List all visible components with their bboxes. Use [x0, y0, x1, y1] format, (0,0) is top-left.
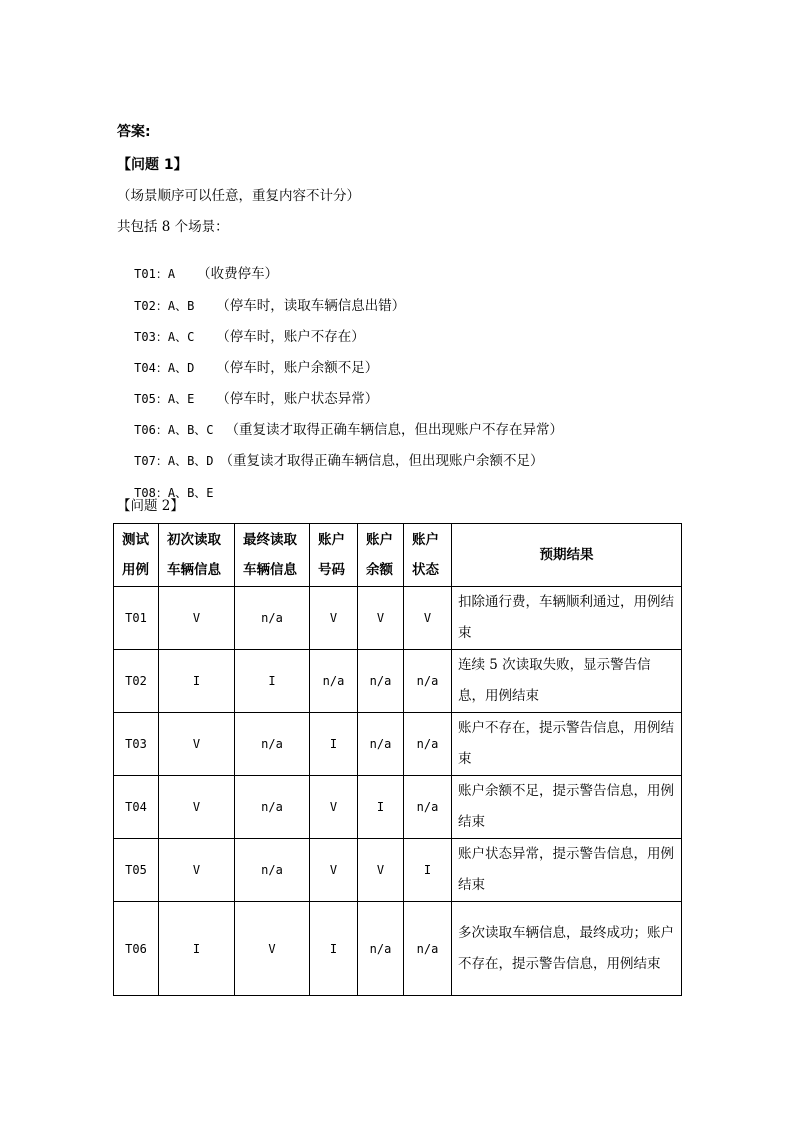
header-account-status: 账户 状态: [404, 524, 452, 587]
cell-case: T02: [114, 650, 159, 713]
scenario-id: T04：A、D: [134, 361, 195, 375]
scenario-desc: （停车时，读取车辆信息出错）: [216, 298, 406, 314]
table-header-row: [114, 524, 682, 587]
scenario-id: T02：A、B: [134, 299, 195, 313]
table-row: [114, 650, 682, 713]
cell-account-status: V: [404, 587, 452, 650]
cell-first-read: I: [159, 902, 235, 996]
test-case-table: [113, 523, 682, 996]
cell-expected-result: 账户余额不足，提示警告信息，用例结束: [452, 776, 682, 839]
cell-final-read: V: [235, 902, 310, 996]
table-row: [114, 902, 682, 996]
cell-account-balance: I: [358, 776, 404, 839]
header-final-read: 最终读取 车辆信息: [235, 524, 310, 587]
header-expected-result: 预期结果: [452, 524, 682, 587]
cell-final-read: n/a: [235, 587, 310, 650]
table-row: [114, 587, 682, 650]
cell-account-balance: n/a: [358, 650, 404, 713]
question-1-heading: 【问题 1】: [117, 157, 188, 173]
cell-case: T04: [114, 776, 159, 839]
cell-account-number: I: [310, 713, 358, 776]
cell-first-read: V: [159, 713, 235, 776]
question-1-note: （场景顺序可以任意，重复内容不计分）: [117, 188, 360, 204]
cell-expected-result: 多次读取车辆信息，最终成功；账户不存在，提示警告信息，用例结束: [452, 902, 682, 996]
cell-account-balance: n/a: [358, 902, 404, 996]
cell-account-status: n/a: [404, 776, 452, 839]
cell-account-balance: V: [358, 839, 404, 902]
scenario-id: T05：A、E: [134, 392, 195, 406]
cell-expected-result: 账户状态异常，提示警告信息，用例结束: [452, 839, 682, 902]
cell-account-number: I: [310, 902, 358, 996]
scenario-desc: （重复读才取得正确车辆信息，但出现账户不存在异常）: [225, 422, 564, 438]
header-account-balance: 账户 余额: [358, 524, 404, 587]
scenario-desc: （停车时，账户状态异常）: [216, 391, 379, 407]
question-2-heading: 【问题 2】: [117, 498, 184, 514]
cell-account-balance: n/a: [358, 713, 404, 776]
cell-case: T06: [114, 902, 159, 996]
cell-account-status: n/a: [404, 902, 452, 996]
cell-first-read: V: [159, 776, 235, 839]
cell-account-status: n/a: [404, 650, 452, 713]
cell-final-read: n/a: [235, 839, 310, 902]
cell-case: T03: [114, 713, 159, 776]
header-test-case: 测试 用例: [114, 524, 159, 587]
cell-account-number: V: [310, 587, 358, 650]
answer-title: 答案:: [117, 124, 151, 140]
cell-case: T05: [114, 839, 159, 902]
question-1-intro: 共包括 8 个场景：: [117, 219, 229, 235]
cell-final-read: n/a: [235, 776, 310, 839]
cell-expected-result: 连续 5 次读取失败，显示警告信息，用例结束: [452, 650, 682, 713]
cell-case: T01: [114, 587, 159, 650]
scenario-id: T06：A、B、C: [134, 423, 214, 437]
scenario-desc: （重复读才取得正确车辆信息，但出现账户余额不足）: [219, 453, 544, 469]
scenario-id: T07：A、B、D: [134, 454, 214, 468]
table-row: [114, 776, 682, 839]
cell-account-balance: V: [358, 587, 404, 650]
cell-account-number: V: [310, 839, 358, 902]
cell-final-read: n/a: [235, 713, 310, 776]
cell-final-read: I: [235, 650, 310, 713]
header-account-number: 账户 号码: [310, 524, 358, 587]
scenario-id: T01：A: [134, 267, 176, 281]
header-first-read: 初次读取 车辆信息: [159, 524, 235, 587]
cell-first-read: I: [159, 650, 235, 713]
cell-account-status: n/a: [404, 713, 452, 776]
cell-account-number: V: [310, 776, 358, 839]
scenario-desc: （停车时，账户不存在）: [216, 329, 365, 345]
cell-first-read: V: [159, 587, 235, 650]
cell-account-number: n/a: [310, 650, 358, 713]
scenario-id: T03：A、C: [134, 330, 195, 344]
cell-expected-result: 扣除通行费，车辆顺利通过，用例结束: [452, 587, 682, 650]
cell-expected-result: 账户不存在，提示警告信息，用例结束: [452, 713, 682, 776]
cell-account-status: I: [404, 839, 452, 902]
scenario-desc: （停车时，账户余额不足）: [216, 360, 379, 376]
scenario-desc: （收费停车）: [197, 266, 279, 282]
table-row: [114, 839, 682, 902]
scenario-id: T08：A、B、E: [134, 486, 214, 500]
cell-first-read: V: [159, 839, 235, 902]
table-row: [114, 713, 682, 776]
